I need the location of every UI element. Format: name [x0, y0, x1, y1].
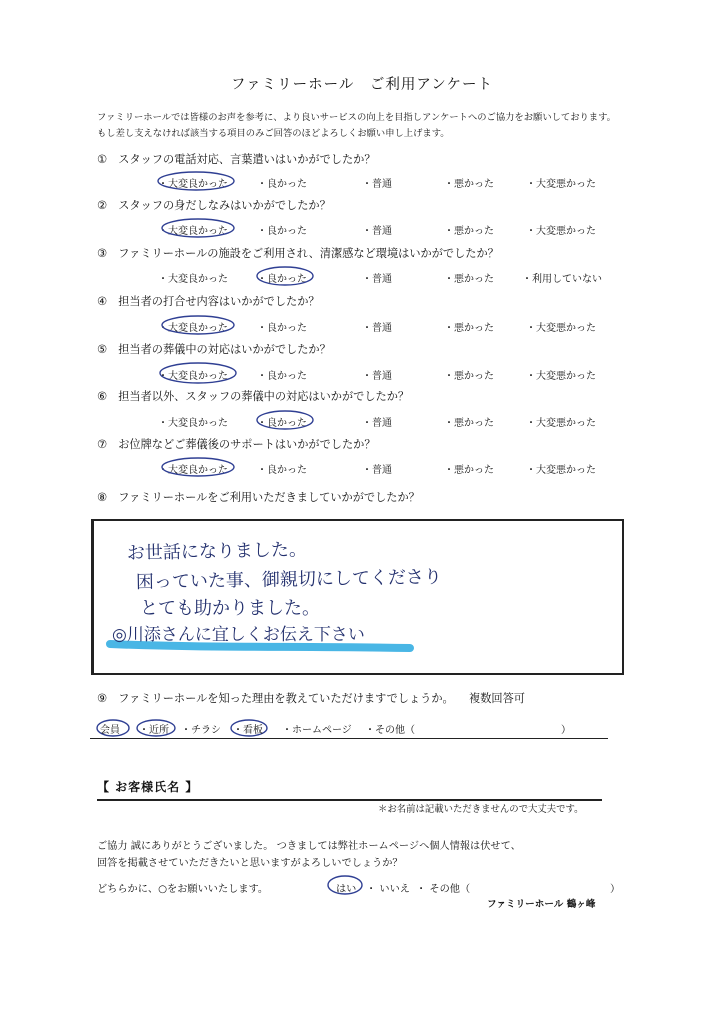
- question-4-label: ④ 担当者の打合せ内容はいかがでしたか？: [97, 295, 320, 308]
- q9-option-signboard[interactable]: ・看板: [233, 725, 263, 736]
- q3-option-bad[interactable]: ・悪かった: [444, 274, 494, 285]
- q4-option-very-bad[interactable]: ・大変悪かった: [526, 323, 596, 334]
- customer-name-note: ＊お名前は記載いただきませんので大丈夫です。: [378, 804, 584, 815]
- q4-option-very-good[interactable]: ・大変良かった: [158, 323, 228, 334]
- q9-multiple-answers-note: 複数回答可: [469, 692, 525, 705]
- q6-option-very-good[interactable]: ・大変良かった: [158, 418, 228, 429]
- q7-option-normal[interactable]: ・普通: [362, 465, 392, 476]
- q2-option-very-bad[interactable]: ・大変悪かった: [526, 226, 596, 237]
- q1-option-normal[interactable]: ・普通: [362, 179, 392, 190]
- q3-option-normal[interactable]: ・普通: [362, 274, 392, 285]
- consent-other[interactable]: ・ その他（: [416, 884, 471, 895]
- question-5-label: ⑤ 担当者の葬儀中の対応はいかがでしたか？: [97, 343, 331, 356]
- comment-box[interactable]: [91, 519, 624, 675]
- q1-option-bad[interactable]: ・悪かった: [444, 179, 494, 190]
- q6-option-bad[interactable]: ・悪かった: [444, 418, 494, 429]
- q3-option-not-used[interactable]: ・利用していない: [522, 274, 602, 285]
- question-3-label: ③ ファミリーホールの施設をご利用され、清潔感など環境はいかがでしたか？: [97, 247, 499, 260]
- q4-option-normal[interactable]: ・普通: [362, 323, 392, 334]
- q9-option-other[interactable]: ・その他（: [365, 725, 415, 736]
- q5-option-good[interactable]: ・良かった: [257, 371, 307, 382]
- q7-option-very-good[interactable]: ・大変良かった: [158, 465, 228, 476]
- consent-yes[interactable]: はい: [336, 884, 357, 895]
- q9-divider: [90, 738, 608, 739]
- question-8-label: ⑧ ファミリーホールをご利用いただきましていかがでしたか？: [97, 491, 420, 504]
- q2-option-good[interactable]: ・良かった: [257, 226, 307, 237]
- q5-option-bad[interactable]: ・悪かった: [444, 371, 494, 382]
- footer-line-1: ご協力 誠にありがとうございました。 つきましては弊社ホームページへ個人情報は伏せて、: [97, 841, 521, 852]
- q3-option-good[interactable]: ・良かった: [257, 274, 307, 285]
- q2-option-very-good[interactable]: ・大変良かった: [158, 226, 228, 237]
- q2-option-normal[interactable]: ・普通: [362, 226, 392, 237]
- q5-option-normal[interactable]: ・普通: [362, 371, 392, 382]
- q5-option-very-bad[interactable]: ・大変悪かった: [526, 371, 596, 382]
- q9-option-member[interactable]: 会員: [100, 725, 120, 736]
- footer-line-2: 回答を掲載させていただきたいと思いますがよろしいでしょうか？: [97, 858, 403, 869]
- q6-option-very-bad[interactable]: ・大変悪かった: [526, 418, 596, 429]
- q1-option-very-bad[interactable]: ・大変悪かった: [526, 179, 596, 190]
- q4-option-bad[interactable]: ・悪かった: [444, 323, 494, 334]
- q7-option-very-bad[interactable]: ・大変悪かった: [526, 465, 596, 476]
- q9-option-homepage[interactable]: ・ホームページ: [282, 725, 352, 736]
- intro-line-1: ファミリーホールでは皆様のお声を参考に、より良いサービスの向上を目指しアンケートへのご協力をお願いしております。: [97, 112, 616, 123]
- survey-title: ファミリーホール ご利用アンケート: [230, 77, 494, 93]
- q7-option-good[interactable]: ・良かった: [257, 465, 307, 476]
- consent-no[interactable]: ・ いいえ: [366, 884, 410, 895]
- footer-ask: どちらかに、○をお願いいたします。: [97, 884, 269, 895]
- question-7-label: ⑦ お位牌などご葬儀後のサポートはいかがでしたか？: [97, 438, 376, 451]
- q3-option-very-good[interactable]: ・大変良かった: [158, 274, 228, 285]
- q9-option-flyer[interactable]: ・チラシ: [181, 725, 221, 736]
- q7-option-bad[interactable]: ・悪かった: [444, 465, 494, 476]
- comment-line-3: とても助かりました。: [140, 598, 320, 619]
- q6-option-normal[interactable]: ・普通: [362, 418, 392, 429]
- question-1-label: ① スタッフの電話対応、言葉遣いはいかがでしたか？: [97, 153, 376, 166]
- q9-option-nearby[interactable]: ・近所: [139, 725, 169, 736]
- comment-line-1: お世話になりました。: [126, 539, 308, 564]
- comment-line-2: 困っていた事、御親切にしてくださり: [135, 566, 443, 593]
- q1-option-good[interactable]: ・良かった: [257, 179, 307, 190]
- question-9-label: ⑨ ファミリーホールを知った理由を教えていただけますでしょうか。: [97, 692, 454, 705]
- question-6-label: ⑥ 担当者以外、スタッフの葬儀中の対応はいかがでしたか？: [97, 390, 410, 403]
- company-name: ファミリーホール 鶴ヶ峰: [487, 899, 596, 910]
- consent-other-close-paren: ）: [610, 884, 621, 895]
- customer-name-heading: 【 お客様氏名 】: [97, 780, 199, 794]
- q1-option-very-good[interactable]: ・大変良かった: [158, 179, 228, 190]
- q2-option-bad[interactable]: ・悪かった: [444, 226, 494, 237]
- intro-line-2: もし差し支えなければ該当する項目のみご回答のほどよろしくお願い申し上げます。: [97, 128, 450, 139]
- q9-other-close-paren: ）: [561, 725, 571, 736]
- question-2-label: ② スタッフの身だしなみはいかがでしたか？: [97, 199, 331, 212]
- comment-line-4: ◎川添さんに宜しくお伝え下さい: [112, 625, 365, 645]
- q5-option-very-good[interactable]: ・大変良かった: [158, 371, 228, 382]
- q6-option-good[interactable]: ・良かった: [257, 418, 307, 429]
- q4-option-good[interactable]: ・良かった: [257, 323, 307, 334]
